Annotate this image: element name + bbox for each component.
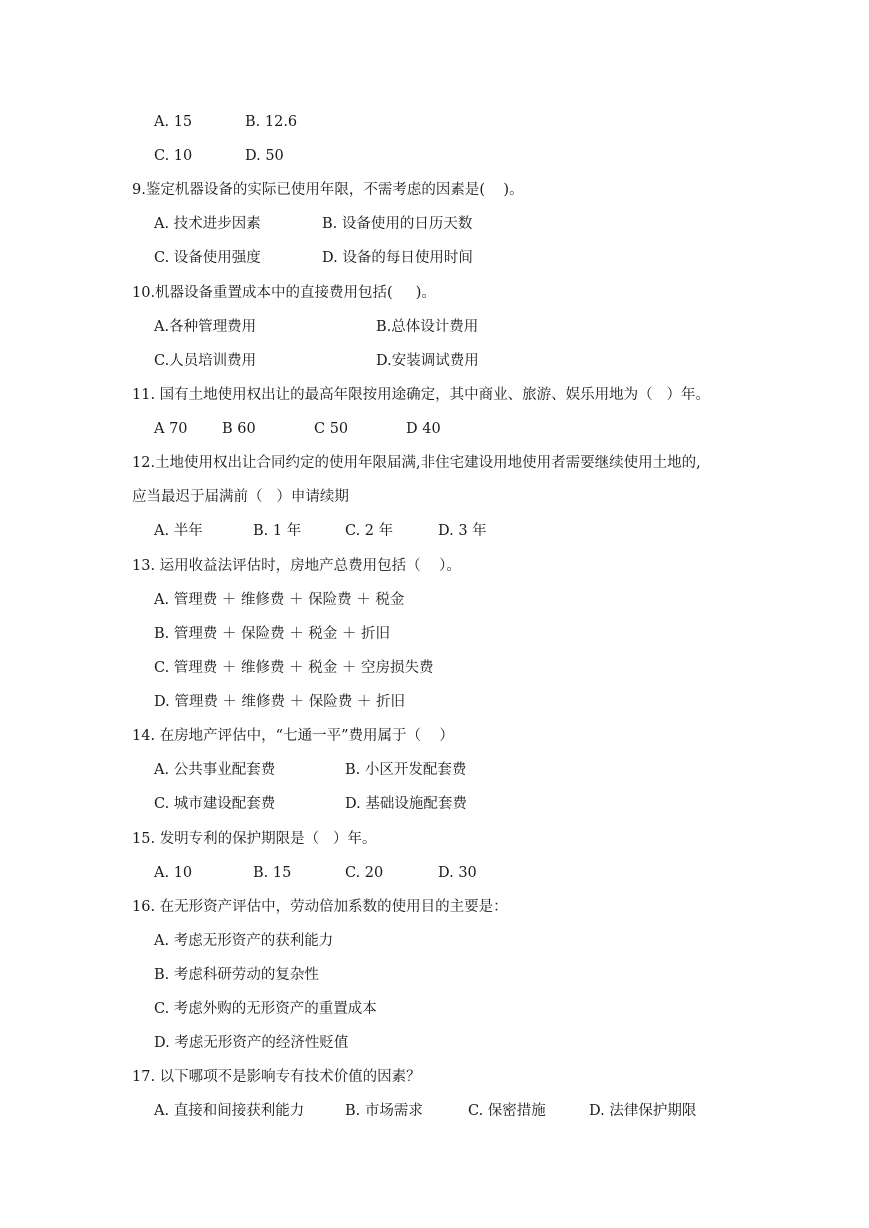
q15-option-b: B. 15 [253,865,292,881]
q11-option-c: C 50 [314,421,349,437]
q8-option-b: B. 12.6 [245,114,298,130]
q9-option-d: D. 设备的每日使用时间 [322,250,473,266]
q14-option-c: C. 城市建设配套费 [154,796,276,812]
q13-stem: 13. 运用收益法评估时，房地产总费用包括（ ）。 [132,558,461,574]
q10-option-d: D.安装调试费用 [376,353,479,369]
q17-stem: 17. 以下哪项不是影响专有技术价值的因素？ [132,1069,421,1085]
q16-option-c: C. 考虑外购的无形资产的重置成本 [154,1001,377,1017]
q9-option-c: C. 设备使用强度 [154,250,261,266]
q16-option-d: D. 考虑无形资产的经济性贬值 [154,1035,349,1051]
q14-option-b: B. 小区开发配套费 [345,762,467,778]
q15-stem: 15. 发明专利的保护期限是（ ）年。 [132,831,377,847]
q12-stem: 12.土地使用权出让合同约定的使用年限届满,非住宅建设用地使用者需要继续使用土地的, [132,455,701,471]
q13-option-d: D. 管理费 ＋ 维修费 ＋ 保险费 ＋ 折旧 [154,694,405,710]
q9-option-a: A. 技术进步因素 [154,216,261,232]
q12-stem-continued: 应当最迟于届满前（ ）申请续期 [132,489,349,505]
q16-option-a: A. 考虑无形资产的获利能力 [154,933,334,949]
q15-option-d: D. 30 [438,865,477,881]
q8-option-a: A. 15 [154,114,193,130]
q13-option-b: B. 管理费 ＋ 保险费 ＋ 税金 ＋ 折旧 [154,626,391,642]
q17-option-c: C. 保密措施 [468,1103,546,1119]
q10-option-c: C.人员培训费用 [154,353,257,369]
q15-option-c: C. 20 [345,865,384,881]
q17-option-d: D. 法律保护期限 [589,1103,697,1119]
q16-option-b: B. 考虑科研劳动的复杂性 [154,967,319,983]
q11-option-a: A 70 [154,421,188,437]
q10-option-a: A.各种管理费用 [154,319,257,335]
q8-option-d: D. 50 [245,148,284,164]
q13-option-c: C. 管理费 ＋ 维修费 ＋ 税金 ＋ 空房损失费 [154,660,434,676]
q17-option-b: B. 市场需求 [345,1103,423,1119]
q12-option-c: C. 2 年 [345,523,394,539]
q10-option-b: B.总体设计费用 [376,319,479,335]
q14-option-d: D. 基础设施配套费 [345,796,467,812]
q12-option-a: A. 半年 [154,523,203,539]
q10-stem: 10.机器设备重置成本中的直接费用包括( )。 [132,285,436,301]
q12-option-b: B. 1 年 [253,523,302,539]
q15-option-a: A. 10 [154,865,193,881]
q11-option-b: B 60 [222,421,256,437]
q16-stem: 16. 在无形资产评估中，劳动倍加系数的使用目的主要是： [132,899,508,915]
q14-option-a: A. 公共事业配套费 [154,762,276,778]
q11-stem: 11. 国有土地使用权出让的最高年限按用途确定，其中商业、旅游、娱乐用地为（ ）年。 [132,387,710,403]
q9-option-b: B. 设备使用的日历天数 [322,216,473,232]
q17-option-a: A. 直接和间接获利能力 [154,1103,305,1119]
q12-option-d: D. 3 年 [438,523,487,539]
q13-option-a: A. 管理费 ＋ 维修费 ＋ 保险费 ＋ 税金 [154,592,405,608]
q9-stem: 9.鉴定机器设备的实际已使用年限，不需考虑的因素是( )。 [132,182,524,198]
q11-option-d: D 40 [406,421,441,437]
q14-stem: 14. 在房地产评估中，“七通一平”费用属于（ ） [132,728,454,744]
q8-option-c: C. 10 [154,148,193,164]
